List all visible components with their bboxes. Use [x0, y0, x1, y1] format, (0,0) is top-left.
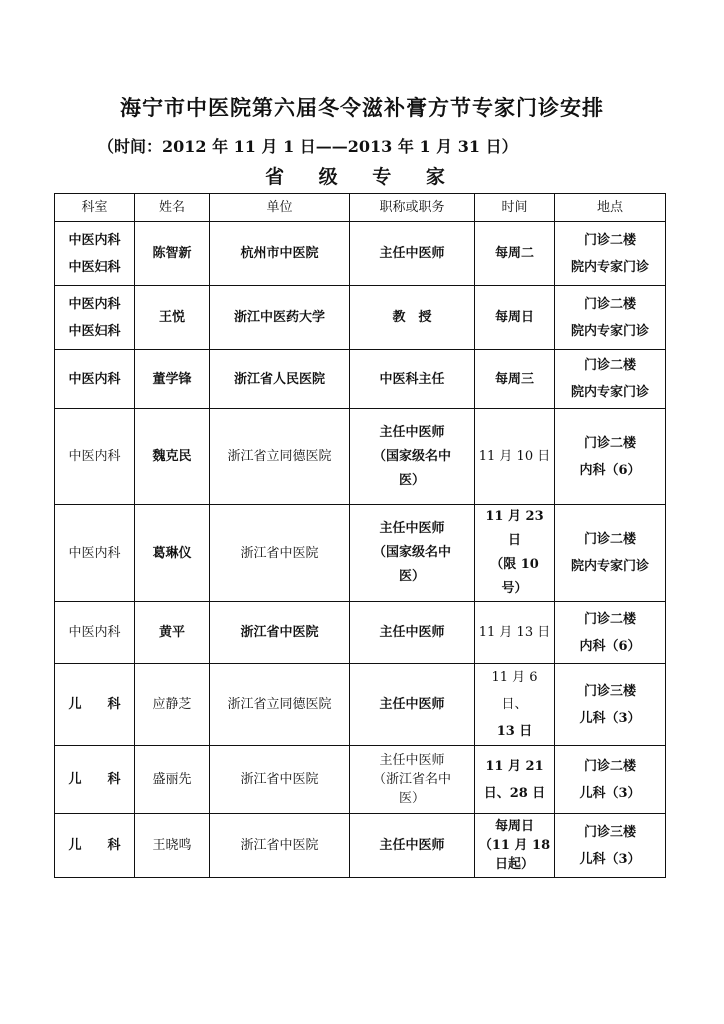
cell-place: 门诊二楼 儿科（3）: [555, 746, 666, 814]
cell-dept: 中医内科: [55, 350, 135, 409]
cell-name: 魏克民: [135, 409, 210, 505]
cell-title: 主任中医师: [350, 602, 475, 664]
cell-name: 陈智新: [135, 222, 210, 286]
cell-time: 11 月 23 日 （限 10 号）: [475, 505, 555, 602]
cell-dept: 儿 科: [55, 746, 135, 814]
cell-place: 门诊二楼 院内专家门诊: [555, 222, 666, 286]
cell-time: 11 月 13 日: [475, 602, 555, 664]
cell-unit: 浙江省中医院: [210, 602, 350, 664]
cell-time: 11 月 6 日、 13 日: [475, 664, 555, 746]
table-row: [55, 664, 666, 746]
table-row: [55, 409, 666, 505]
cell-place: 门诊二楼 院内专家门诊: [555, 350, 666, 409]
table-row: [55, 602, 666, 664]
cell-title: 教 授: [350, 286, 475, 350]
cell-place: 门诊三楼 儿科（3）: [555, 814, 666, 878]
cell-place: 门诊二楼 内科（6）: [555, 602, 666, 664]
cell-title: 主任中医师: [350, 222, 475, 286]
cell-place: 门诊三楼 儿科（3）: [555, 664, 666, 746]
table-row: [55, 350, 666, 409]
cell-dept: 儿 科: [55, 814, 135, 878]
cell-dept: 中医内科: [55, 505, 135, 602]
cell-unit: 浙江省立同德医院: [210, 664, 350, 746]
cell-unit: 浙江省中医院: [210, 505, 350, 602]
cell-dept: 中医内科: [55, 602, 135, 664]
cell-title: 主任中医师: [350, 664, 475, 746]
cell-dept: 中医内科 中医妇科: [55, 286, 135, 350]
schedule-table: [54, 193, 666, 878]
cell-unit: 浙江省人民医院: [210, 350, 350, 409]
cell-time: 11 月 10 日: [475, 409, 555, 505]
cell-name: 王悦: [135, 286, 210, 350]
cell-name: 王晓鸣: [135, 814, 210, 878]
page-title: 海宁市中医院第六届冬令滋补膏方节专家门诊安排: [120, 95, 604, 120]
cell-name: 董学锋: [135, 350, 210, 409]
cell-title: 主任中医师 （国家级名中 医）: [350, 505, 475, 602]
table-row: [55, 746, 666, 814]
cell-name: 黄平: [135, 602, 210, 664]
cell-title: 主任中医师: [350, 814, 475, 878]
cell-unit: 浙江省立同德医院: [210, 409, 350, 505]
header-name: 姓名: [135, 194, 210, 222]
cell-name: 应静芝: [135, 664, 210, 746]
cell-unit: 杭州市中医院: [210, 222, 350, 286]
cell-dept: 中医内科: [55, 409, 135, 505]
cell-time: 每周日: [475, 286, 555, 350]
cell-unit: 浙江省中医院: [210, 814, 350, 878]
table-row: [55, 814, 666, 878]
section-heading: 省 级 专 家: [265, 166, 459, 188]
header-place: 地点: [555, 194, 666, 222]
header-time: 时间: [475, 194, 555, 222]
cell-time: 每周三: [475, 350, 555, 409]
cell-place: 门诊二楼 院内专家门诊: [555, 505, 666, 602]
header-dept: 科室: [55, 194, 135, 222]
cell-time: 每周日 （11 月 18 日起）: [475, 814, 555, 878]
cell-unit: 浙江省中医院: [210, 746, 350, 814]
table-row: [55, 222, 666, 286]
cell-title: 主任中医师 （浙江省名中 医）: [350, 746, 475, 814]
cell-title: 主任中医师 （国家级名中 医）: [350, 409, 475, 505]
cell-name: 盛丽先: [135, 746, 210, 814]
cell-name: 葛琳仪: [135, 505, 210, 602]
table-row: [55, 505, 666, 602]
cell-unit: 浙江中医药大学: [210, 286, 350, 350]
cell-dept: 中医内科 中医妇科: [55, 222, 135, 286]
date-range-subtitle: （时间：2012 年 11 月 1 日——2013 年 1 月 31 日）: [98, 137, 518, 156]
cell-title: 中医科主任: [350, 350, 475, 409]
header-title: 职称或职务: [350, 194, 475, 222]
cell-time: 11 月 21 日、28 日: [475, 746, 555, 814]
header-unit: 单位: [210, 194, 350, 222]
cell-place: 门诊二楼 院内专家门诊: [555, 286, 666, 350]
table-header-row: [55, 194, 666, 222]
cell-time: 每周二: [475, 222, 555, 286]
cell-dept: 儿 科: [55, 664, 135, 746]
table-row: [55, 286, 666, 350]
cell-place: 门诊二楼 内科（6）: [555, 409, 666, 505]
